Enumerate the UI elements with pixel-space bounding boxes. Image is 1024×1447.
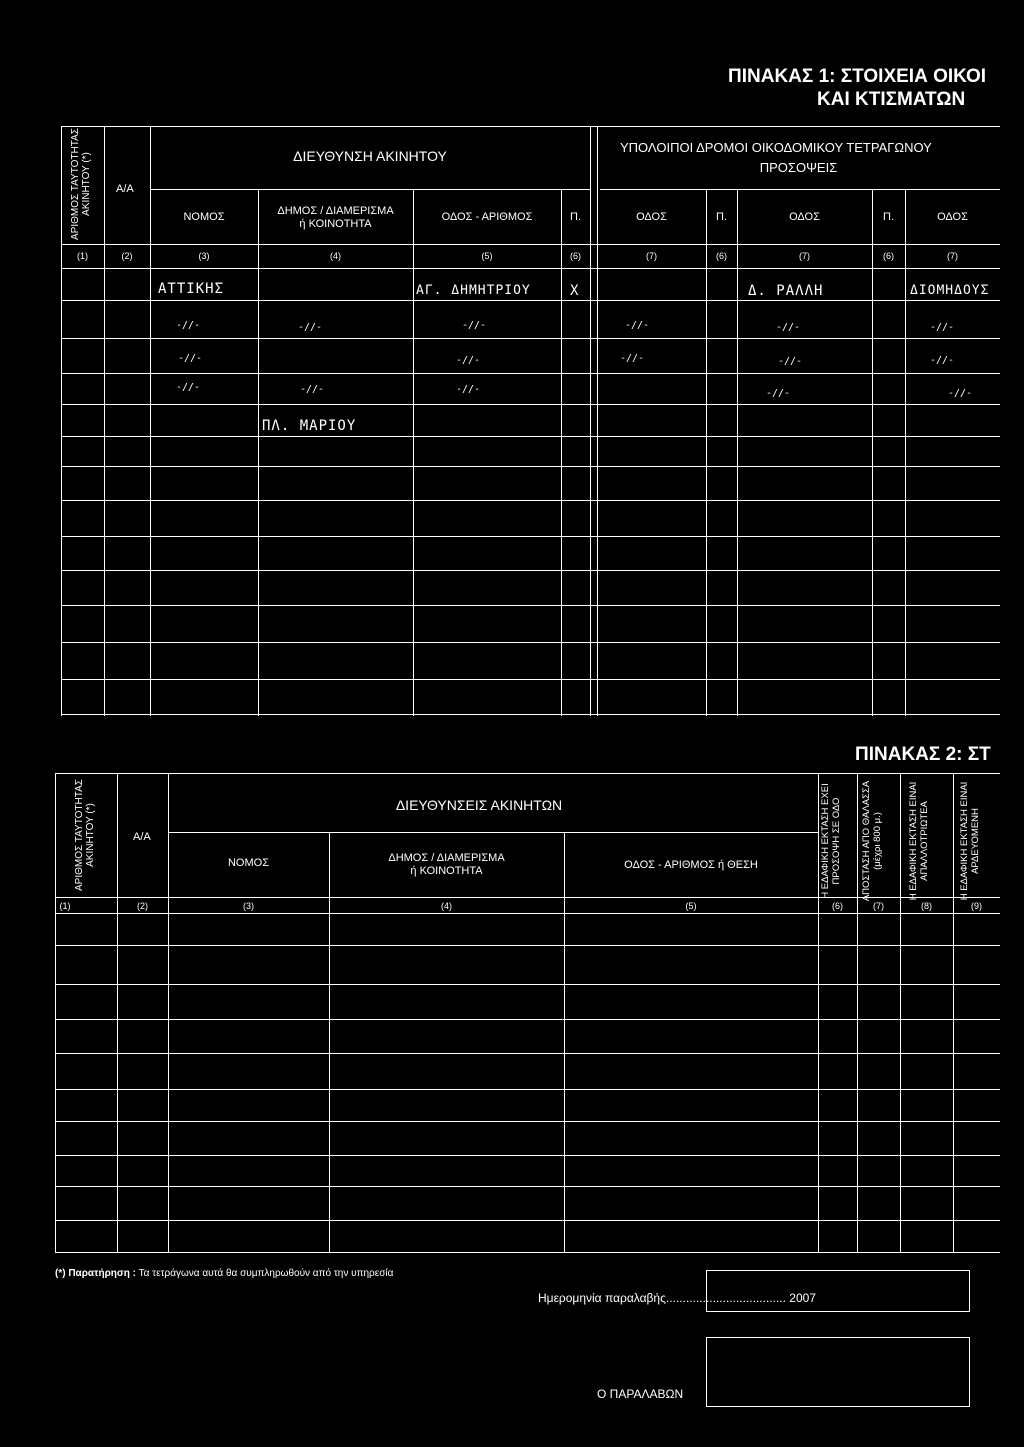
hw-ditto: -//-: [176, 382, 201, 393]
t2-colnum: (2): [137, 901, 148, 911]
table1-col-odos-header: ΟΔΟΣ: [789, 211, 820, 223]
hw-ditto: -//-: [930, 355, 955, 366]
hw-ditto: -//-: [766, 388, 791, 399]
hw-pl: ΠΛ. ΜΑΡΙΟΥ: [262, 418, 357, 434]
table2-address-header: ΔΙΕΥΘΥΝΣΕΙΣ ΑΚΙΝΗΤΩΝ: [395, 797, 563, 813]
t1-row-line: [61, 642, 1000, 643]
t2-row-line: [55, 1121, 1000, 1122]
table2-col-aa-header: Α/Α: [133, 831, 151, 843]
table1-title-line2: ΚΑΙ ΚΤΙΣΜΑΤΩΝ: [817, 89, 966, 110]
table1-col-p-header: Π.: [883, 211, 894, 223]
footer-note-label: (*) Παρατήρηση :: [55, 1268, 136, 1279]
t2-row-line: [55, 945, 1000, 946]
t1-colnum: (3): [198, 251, 210, 261]
hw-ditto: -//-: [300, 384, 325, 395]
t1-vline: [561, 189, 562, 716]
t2-row-line: [55, 1053, 1000, 1054]
t1-vline: [872, 189, 873, 716]
table1-col-p-header: Π.: [716, 211, 727, 223]
t2-vline: [900, 773, 901, 1253]
t1-row-line: [61, 570, 1000, 571]
t1-colnum: (4): [330, 251, 341, 261]
table1-col-dimos-header-line1: ΔΗΜΟΣ / ΔΙΑΜΕΡΙΣΜΑ: [277, 205, 394, 217]
t1-vline: [413, 189, 414, 716]
table2-subheader-line: [168, 832, 818, 833]
t2-colnum: (3): [243, 901, 254, 911]
table1-col-odos-header: ΟΔΟΣ: [636, 211, 667, 223]
t1-vline: [61, 126, 62, 716]
table2-header-bottom: [55, 897, 1000, 898]
receiver-label: Ο ΠΑΡΑΛΑΒΩΝ: [597, 1387, 684, 1401]
table1-subheader-line: [150, 189, 590, 190]
date-line: [538, 1291, 816, 1305]
t2-vline: [564, 832, 565, 1253]
table2-col-dimos-header-line2: ή ΚΟΙΝΟΤΗΤΑ: [410, 865, 483, 877]
receiver-signature-box[interactable]: [706, 1337, 970, 1407]
t2-vline: [55, 773, 56, 1253]
table1-header-bottom: [61, 244, 1000, 245]
table2-col8-header: Η ΕΔΑΦΙΚΗ ΕΚΤΑΣΗ ΕΙΝΑΙ ΑΠΑΛΛΟΤΡΙΩΤΕΑ: [908, 781, 930, 901]
t2-vline: [329, 832, 330, 1253]
table1-col-odos-header: ΟΔΟΣ: [937, 211, 968, 223]
table1-address-header: ΔΙΕΥΘΥΝΣΗ ΑΚΙΝΗΤΟΥ: [293, 148, 447, 164]
t2-vline: [818, 773, 819, 1253]
hw-ditto: -//-: [176, 320, 201, 331]
t1-row-line: [61, 373, 1000, 374]
table2-col-nomos-header: ΝΟΜΟΣ: [227, 857, 270, 869]
t1-vline: [706, 189, 707, 716]
t1-row-line: [61, 404, 1000, 405]
table1-col-id-header: ΑΡΙΘΜΟΣ ΤΑΥΤΟΤΗΤΑΣ ΑΚΙΝΗΤΟΥ (*): [70, 128, 92, 241]
t1-row-line: [61, 436, 1000, 437]
t1-colnum: (5): [481, 251, 493, 261]
t1-colnum: (7): [799, 251, 810, 261]
table1-roads-header-line1: ΥΠΟΛΟΙΠΟΙ ΔΡΟΜΟΙ ΟΙΚΟΔΟΜΙΚΟΥ ΤΕΤΡΑΓΩΝΟΥ: [620, 140, 932, 155]
hw-ditto: -//-: [456, 384, 481, 395]
t1-row-line: [61, 338, 1000, 339]
t1-colnum: (1): [77, 251, 88, 261]
hw-ditto: -//-: [456, 355, 481, 366]
t2-colnum: (1): [59, 901, 71, 911]
table2-col-dimos-header-line1: ΔΗΜΟΣ / ΔΙΑΜΕΡΙΣΜΑ: [388, 852, 505, 864]
hw-street: ΑΓ. ΔΗΜΗΤΡΙΟΥ: [416, 283, 531, 298]
t1-row-line: [61, 300, 1000, 301]
date-year: 2007: [789, 1291, 816, 1305]
footer-note-text: Τα τετράγωνα αυτά θα συμπληρωθούν από την υπηρεσία: [138, 1268, 394, 1279]
hw-ditto: -//-: [620, 353, 645, 364]
table1-roads-header-line2: ΠΡΟΣΟΨΕΙΣ: [759, 160, 838, 175]
t2-colnum: (9): [971, 901, 982, 911]
hw-ditto: -//-: [178, 353, 203, 364]
hw-nomos: ΑΤΤΙΚΗΣ: [158, 281, 225, 297]
table2-col7-header: ΑΠΟΣΤΑΣΗ ΑΠΟ ΘΑΛΑΣΣΑ (μέχρι 800 μ.): [861, 780, 883, 902]
t2-vline: [168, 773, 169, 1253]
hw-ditto: -//-: [948, 388, 973, 399]
t2-row-line: [55, 1019, 1000, 1020]
hw-mark: Χ: [570, 283, 580, 299]
t2-row-line: [55, 1252, 1000, 1253]
t1-vline: [258, 189, 259, 716]
t1-row-line: [61, 536, 1000, 537]
date-dots: ....................................: [665, 1291, 786, 1305]
table1-numbers-bottom: [61, 268, 1000, 269]
table1-subheader-line-right: [600, 189, 1000, 190]
table2-col-id-header: ΑΡΙΘΜΟΣ ΤΑΥΤΟΤΗΤΑΣ ΑΚΙΝΗΤΟΥ (*): [74, 779, 96, 892]
table1-col-p-header: Π.: [570, 211, 581, 223]
t2-row-line: [55, 1155, 1000, 1156]
table2-title: ΠΙΝΑΚΑΣ 2: ΣΤ: [855, 744, 991, 765]
t2-vline: [953, 773, 954, 1253]
t1-vline: [590, 126, 591, 716]
t1-vline: [905, 189, 906, 716]
t1-vline: [737, 189, 738, 716]
t1-colnum: (6): [716, 251, 727, 261]
hw-road1: Δ. ΡΑΛΛΗ: [748, 283, 824, 299]
t2-vline: [117, 773, 118, 1253]
hw-ditto: -//-: [462, 320, 487, 331]
table1-title-line1: ΠΙΝΑΚΑΣ 1: ΣΤΟΙΧΕΙΑ ΟΙΚΟΙ: [728, 66, 987, 87]
table2-top-border: [55, 773, 1000, 774]
t1-row-line: [61, 500, 1000, 501]
t1-row-line: [61, 714, 1000, 715]
t1-colnum: (6): [883, 251, 894, 261]
hw-ditto: -//-: [298, 322, 323, 333]
t1-vline: [104, 126, 105, 716]
hw-ditto: -//-: [930, 322, 955, 333]
hw-ditto: -//-: [778, 356, 803, 367]
date-label: Ημερομηνία παραλαβής: [538, 1291, 666, 1305]
table1-col-nomos-header: ΝΟΜΟΣ: [183, 211, 225, 223]
t2-row-line: [55, 1089, 1000, 1090]
hw-road2: ΔΙΟΜΗΔΟΥΣ: [910, 283, 990, 298]
table1-col-street-header: ΟΔΟΣ - ΑΡΙΘΜΟΣ: [441, 211, 533, 223]
t1-row-line: [61, 466, 1000, 467]
footer-note: [55, 1268, 393, 1279]
t2-vline: [857, 773, 858, 1253]
table1-top-border: [61, 126, 1000, 127]
t1-colnum: (6): [570, 251, 581, 261]
t2-colnum: (4): [441, 901, 452, 911]
table1-col-dimos-header-line2: ή ΚΟΙΝΟΤΗΤΑ: [299, 218, 372, 230]
t2-colnum: (7): [873, 901, 884, 911]
t2-colnum: (5): [685, 901, 697, 911]
table2-col9-header: Η ΕΔΑΦΙΚΗ ΕΚΤΑΣΗ ΕΙΝΑΙ ΑΡΔΕΥΟΜΕΝΗ: [959, 781, 981, 901]
t1-row-line: [61, 605, 1000, 606]
t2-row-line: [55, 1186, 1000, 1187]
t1-row-line: [61, 679, 1000, 680]
table2-col-odos-header: ΟΔΟΣ - ΑΡΙΘΜΟΣ ή ΘΕΣΗ: [624, 859, 758, 871]
table2-numbers-bottom: [55, 913, 1000, 914]
t2-colnum: (6): [832, 901, 843, 911]
hw-ditto: -//-: [776, 322, 801, 333]
t2-row-line: [55, 984, 1000, 985]
t1-colnum: (2): [121, 251, 133, 261]
t1-colnum: (7): [646, 251, 657, 261]
table2-col6-header: Η ΕΔΑΦΙΚΗ ΕΚΤΑΣΗ ΕΧΕΙ ΠΡΟΣΟΨΗ ΣΕ ΟΔΟ: [820, 783, 842, 899]
t2-row-line: [55, 1220, 1000, 1221]
hw-ditto: -//-: [625, 320, 650, 331]
t2-colnum: (8): [921, 901, 932, 911]
t1-colnum: (7): [947, 251, 958, 261]
table1-col-aa-header: Α/Α: [116, 183, 134, 195]
